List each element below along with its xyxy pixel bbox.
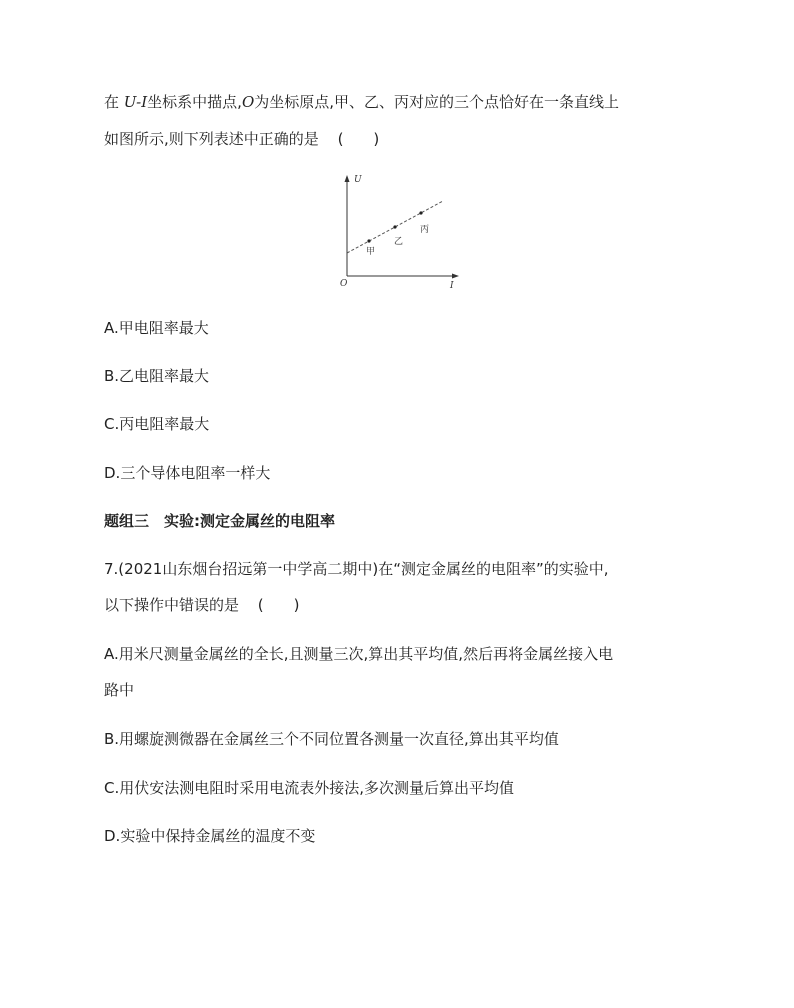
label-bing: 丙 — [420, 225, 430, 235]
x-axis-arrow — [452, 274, 459, 279]
q7-stem-line2 — [104, 595, 300, 615]
q7-option-a-line2: 路中 — [104, 681, 135, 699]
y-axis-arrow — [345, 175, 350, 182]
y-axis-label: U — [354, 175, 362, 185]
q6-stem-line2-text: 如图所示,则下列表述中正确的是 — [104, 130, 319, 148]
point-jia — [367, 239, 370, 242]
q6-stem-line2 — [104, 129, 379, 149]
q6-option-c: C.丙电阻率最大 — [104, 415, 210, 433]
origin-label: O — [340, 279, 348, 289]
q6-stem-line1 — [104, 92, 619, 112]
q7-answer-blank: ( ) — [257, 596, 300, 614]
q6-answer-blank: ( ) — [337, 130, 380, 148]
ui-graph-figure — [330, 168, 470, 296]
q7-stem-line2-text: 以下操作中错误的是 — [104, 596, 240, 614]
q7-option-a-line1: A.用米尺测量金属丝的全长,且测量三次,算出其平均值,然后再将金属丝接入电 — [104, 645, 614, 663]
point-bing — [419, 211, 422, 214]
point-yi — [393, 225, 396, 228]
q6-stem-post: 为坐标原点,甲、乙、丙对应的三个点恰好在一条直线上 — [254, 93, 620, 111]
q6-stem-mid: 坐标系中描点, — [147, 93, 242, 111]
q6-option-d: D.三个导体电阻率一样大 — [104, 464, 271, 482]
q6-option-b: B.乙电阻率最大 — [104, 367, 210, 385]
q6-stem-o: O — [241, 93, 255, 111]
section-title: 题组三 实验:测定金属丝的电阻率 — [104, 512, 336, 530]
q7-stem-line1: 7.(2021山东烟台招远第一中学高二期中)在“测定金属丝的电阻率”的实验中, — [104, 560, 609, 578]
label-yi: 乙 — [394, 237, 404, 247]
q7-option-b: B.用螺旋测微器在金属丝三个不同位置各测量一次直径,算出其平均值 — [104, 730, 559, 748]
q7-option-c: C.用伏安法测电阻时采用电流表外接法,多次测量后算出平均值 — [104, 779, 515, 797]
q6-stem-ui: U-I — [123, 93, 148, 111]
x-axis-label: I — [450, 281, 454, 291]
q6-option-a: A.甲电阻率最大 — [104, 319, 209, 337]
label-jia: 甲 — [366, 247, 376, 257]
q6-stem-pre: 在 — [104, 93, 120, 111]
q7-option-d: D.实验中保持金属丝的温度不变 — [104, 827, 316, 845]
